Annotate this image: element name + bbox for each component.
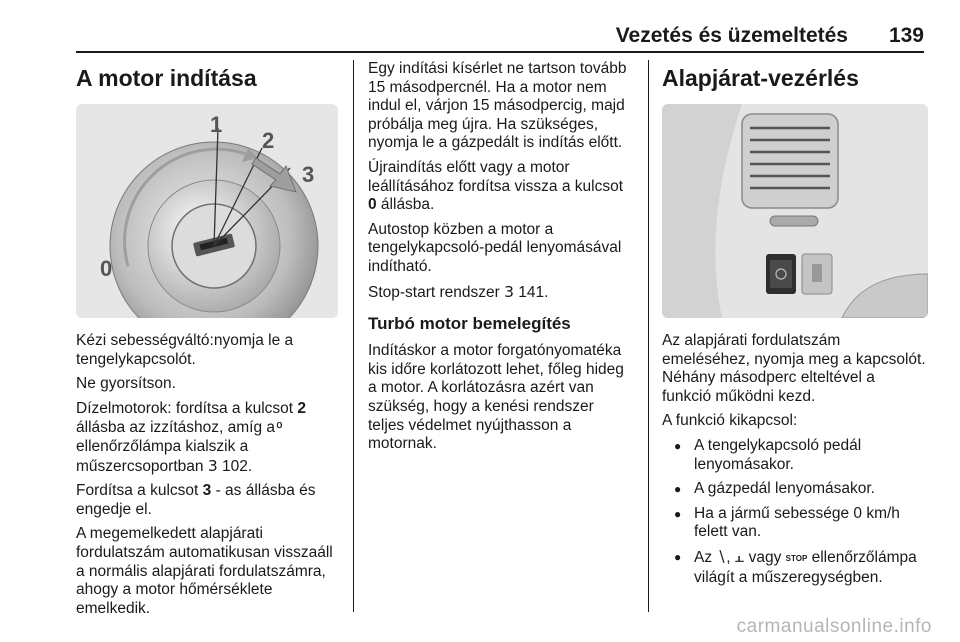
text-run: Az xyxy=(694,548,717,566)
text-run: - as állásba és engedje el. xyxy=(76,482,316,518)
text-run: ellenőrzőlámpa világít a műszeregységben. xyxy=(694,548,917,586)
position-label-3: 3 xyxy=(302,162,315,187)
text-run: vagy xyxy=(744,548,786,566)
list-item: ● A tengelykapcsoló pedál lenyomásakor. xyxy=(662,437,928,474)
page-header xyxy=(0,0,960,60)
ignition-switch-illustration xyxy=(76,104,338,318)
paragraph: Egy indítási kísérlet ne tartson tovább 15 másodpercnél. Ha a motor nem indul el, várjon 15 másodpercig, majd próbálja meg újra. Ha szükséges, nyomja le a gázpedált is indítás előtt. xyxy=(368,60,627,152)
paragraph: A megemelkedett alapjárati fordulatszám automatikusan visszaáll a normális alapjárati fordulatszámra, ahogy a motor hőmérséklete emelkedik. xyxy=(76,525,333,617)
column-middle xyxy=(368,60,634,460)
list-item: ● A gázpedál lenyomásakor. xyxy=(662,480,928,499)
paragraph xyxy=(368,159,634,215)
idle-control-switch-figure xyxy=(662,104,928,318)
section-title: Alapjárat-vezérlés xyxy=(662,65,859,91)
cross-reference-page[interactable]: 141. xyxy=(513,283,549,301)
paragraph xyxy=(368,283,634,303)
key-position: 2 xyxy=(297,399,307,417)
text-run: Fordítsa a kulcsot xyxy=(76,482,203,500)
text-run: ellenőrzőlámpa kialszik a műszercsoportban xyxy=(76,437,249,475)
stop-icon: STOP xyxy=(785,553,808,563)
text-run: Dízelmotorok: fordítsa a kulcsot xyxy=(76,399,298,417)
paragraph: A funkció kikapcsol: xyxy=(662,412,798,430)
paragraph: Indításkor a motor forgatónyomatéka kis időre korlátozott lehet, főleg hideg a motor. A korlátozásra azért van szükség, hogy a kenési rendszer teljes védelmet nyújthasson a motornak. xyxy=(368,342,624,453)
text-run: Stop-start rendszer xyxy=(368,283,505,301)
list-item: ● Ha a jármű sebessége 0 km/h felett van. xyxy=(662,505,928,542)
header-rule xyxy=(76,51,924,53)
cross-reference-arrow-icon: 3 xyxy=(207,456,218,475)
watermark: carmanualsonline.info xyxy=(736,616,932,637)
bullet-list xyxy=(662,437,928,587)
column-divider xyxy=(648,60,649,612)
column-right xyxy=(662,60,928,593)
key-position: 0 xyxy=(368,196,377,214)
cross-reference-page[interactable]: 102. xyxy=(217,457,253,475)
ignition-switch-figure xyxy=(76,104,338,318)
subsection-title: Turbó motor bemelegítés xyxy=(368,314,571,334)
paragraph: Az alapjárati fordulatszám emeléséhez, nyomja meg a kapcsolót. Néhány másodperc elteltével a funkció működni kezd. xyxy=(662,332,926,405)
list-item xyxy=(662,548,928,587)
cross-reference-arrow-icon: 3 xyxy=(504,282,514,301)
paragraph: Kézi sebességváltó:nyomja le a tengelykapcsolót. xyxy=(76,332,294,368)
position-label-2: 2 xyxy=(262,128,275,153)
paragraph: Ne gyorsítson. xyxy=(76,375,176,393)
column-left xyxy=(76,60,338,624)
running-title: Vezetés és üzemeltetés xyxy=(615,24,848,47)
column-divider xyxy=(353,60,354,612)
paragraph xyxy=(76,482,338,519)
position-label-0: 0 xyxy=(100,256,113,281)
position-label-1: 1 xyxy=(210,112,223,137)
section-title: A motor indítása xyxy=(76,65,257,91)
paragraph xyxy=(76,400,338,476)
text-run: állásba. xyxy=(376,196,435,214)
clutch-warning-icon: ∖ xyxy=(716,547,727,566)
text-run: Újraindítás előtt vagy a motor leállításához fordítsa vissza a kulcsot xyxy=(368,158,624,195)
page-number: 139 xyxy=(888,24,924,47)
paragraph: Autostop közben a motor a tengelykapcsoló-pedál lenyomásával indítható. xyxy=(368,220,622,275)
dashboard-switch-illustration xyxy=(662,104,928,318)
coolant-temperature-icon: ⫠ xyxy=(734,547,745,566)
text-run: , xyxy=(726,548,735,566)
text-run: állásba az izzításhoz, amíg a xyxy=(76,419,280,437)
key-position: 3 xyxy=(202,482,212,500)
